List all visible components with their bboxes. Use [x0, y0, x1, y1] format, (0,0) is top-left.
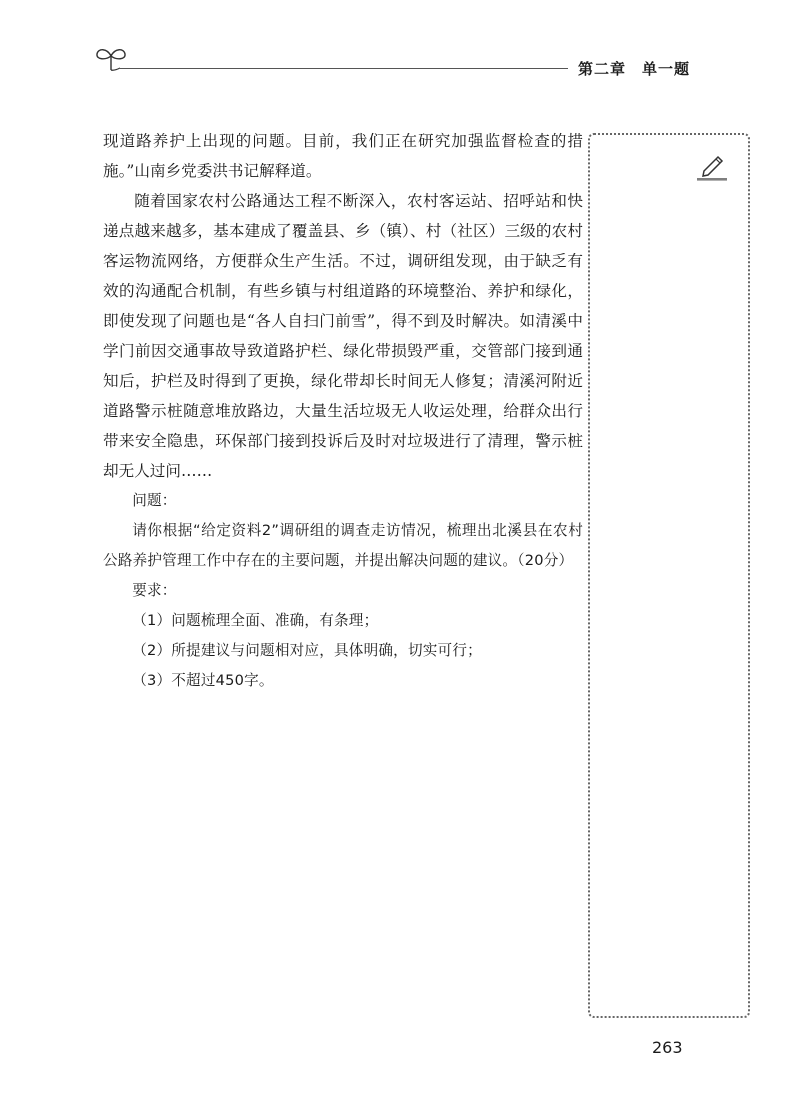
header-divider [120, 68, 568, 69]
paragraph: 现道路养护上出现的问题。目前，我们正在研究加强监督检查的措施。”山南乡党委洪书记解释道。 [103, 132, 583, 180]
main-content [103, 126, 583, 696]
page-number: 263 [652, 1038, 683, 1057]
requirement-item: （1）问题梳理全面、准确，有条理； [132, 612, 379, 629]
paragraph: 随着国家农村公路通达工程不断深入，农村客运站、招呼站和快递点越来越多，基本建成了覆盖县、乡（镇）、村（社区）三级的农村客运物流网络，方便群众生产生活。不过，调研组发现，由于缺乏有效的沟通配合机制，有些乡镇与村组道路的环境整治、养护和绿化，即使发现了问题也是“各人自扫门前雪”，得不到及时解决。如清溪中学门前因交通事故导致道路护栏、绿化带损毁严重，交管部门接到通知后，护栏及时得到了更换，绿化带却长时间无人修复；清溪河附近道路警示桩随意堆放路边，大量生活垃圾无人收运处理，给群众出行带来安全隐患，环保部门接到投诉后及时对垃圾进行了清理，警示桩却无人过问…… [103, 192, 583, 480]
requirement-item: （2）所提建议与问题相对应，具体明确，切实可行； [132, 642, 482, 659]
notes-box [588, 133, 750, 1018]
question-label: 问题： [132, 492, 177, 509]
requirement-item: （3）不超过450字。 [132, 672, 274, 689]
requirements-label: 要求： [132, 582, 177, 599]
sprout-icon [94, 44, 128, 74]
chapter-title: 第二章 单一题 [578, 60, 691, 78]
pencil-icon [694, 151, 730, 181]
question-text: 请你根据“给定资料2”调研组的调查走访情况，梳理出北溪县在农村公路养护管理工作中存在的主要问题，并提出解决问题的建议。（20分） [103, 522, 583, 569]
